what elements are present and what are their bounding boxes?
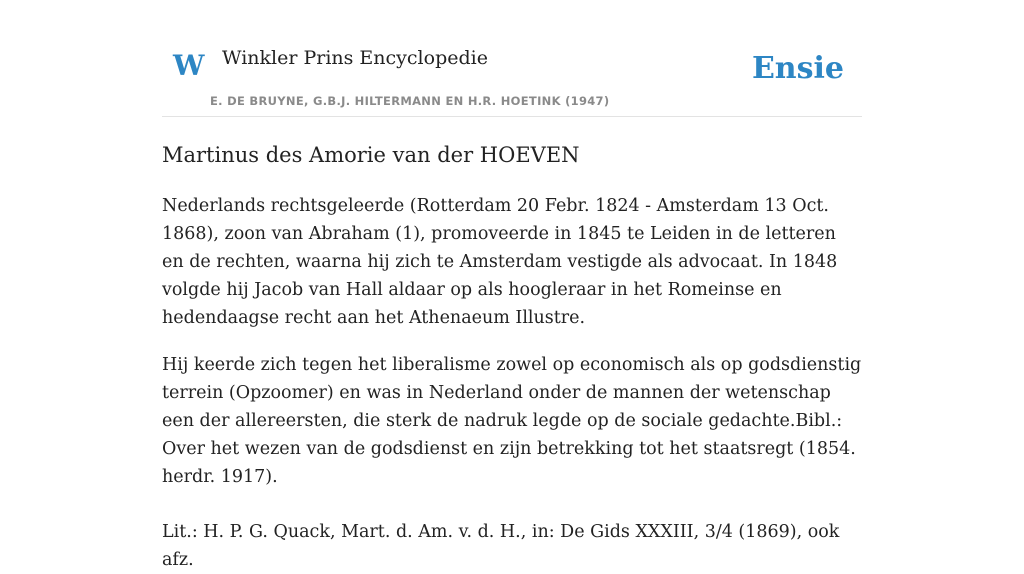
- winkler-prins-logo[interactable]: W: [173, 49, 205, 82]
- article: [162, 140, 862, 574]
- article-paragraph-3: Lit.: H. P. G. Quack, Mart. d. Am. v. d. H., in: De Gids XXXIII, 3/4 (1869), ook afz.: [162, 522, 840, 570]
- article-paragraph-1: Nederlands rechtsgeleerde (Rotterdam 20 Febr. 1824 - Amsterdam 13 Oct. 1868), zoon van Abraham (1), promoveerde in 1845 te Leiden in de letteren en de rechten, waarna hij zich te Amsterdam vestigde als advocaat. In 1848 volgde hij Jacob van Hall aldaar op als hoogleraar in het Romeinse en hedendaagse recht aan het Athenaeum Illustre.: [162, 196, 838, 328]
- source-title[interactable]: Winkler Prins Encyclopedie: [222, 47, 488, 69]
- article-paragraph-2: Hij keerde zich tegen het liberalisme zowel op economisch als op godsdienstig terrein (Opzoomer) en was in Nederland onder de mannen der wetenschap een der allereersten, die sterk de nadruk legde op de sociale gedachte.Bibl.: Over het wezen van de godsdienst en zijn betrekking tot het staatsregt (1854. herdr. 1917).: [162, 355, 862, 487]
- source-authors: E. DE BRUYNE, G.B.J. HILTERMANN EN H.R. HOETINK (1947): [210, 94, 610, 108]
- ensie-logo[interactable]: Ensie: [751, 51, 844, 86]
- article-title: Martinus des Amorie van der HOEVEN: [162, 143, 580, 167]
- site-header: [162, 0, 862, 117]
